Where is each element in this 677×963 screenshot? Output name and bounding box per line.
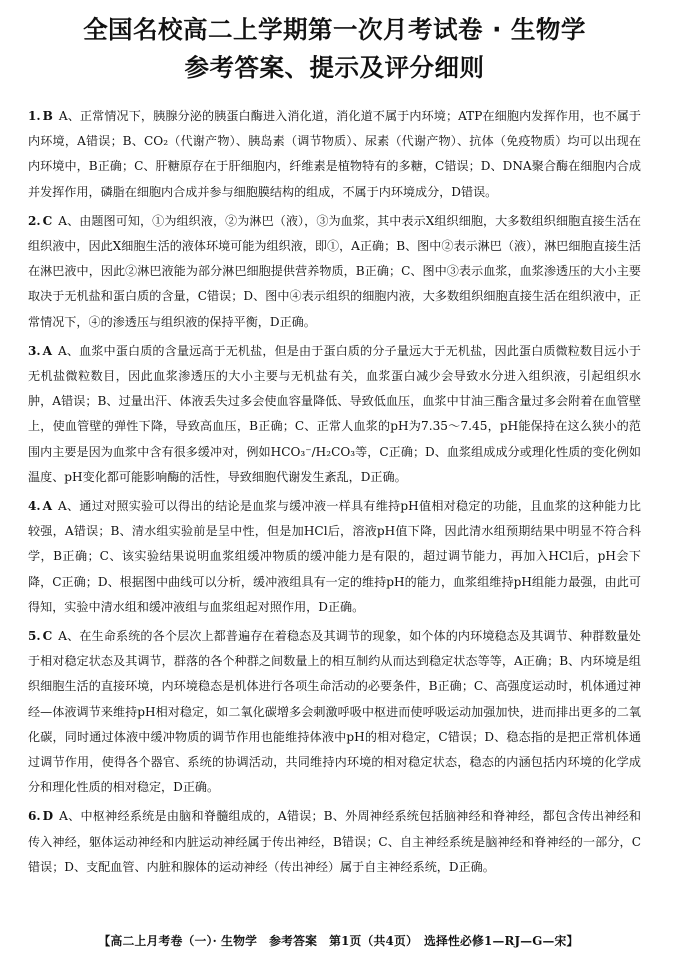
answer-item-6 — [28, 804, 641, 880]
answer-explanation: A、在生命系统的各个层次上都普遍存在着稳态及其调节的现象，如个体的内环境稳态及其调节、种群数量处于相对稳定状态及其调节，群落的各个种群之间数量上的相互制约从而达到稳定状态等等，A正确；B、内环境是组织细胞生活的直接环境，内环境稳态是机体进行各项生命活动的必要条件，B正确；C、高强度运动时，机体通过神经—体液调节来维持pH相对稳定，如二氧化碳增多会刺激呼吸中枢进而使呼吸运动加强加快，进而排出更多的二氧化碳，同时通过体液中缓冲物质的调节作用也能维持体液中pH的相对稳定，C错误；D、稳态指的是把正常机体通过调节作用，使得各个器官、系统的协调活动，共同维持内环境的相对稳定状态，稳态的内涵包括内环境的化学成分和理化性质的相对稳定，D正确。 — [28, 629, 641, 795]
answer-item-1 — [28, 104, 641, 205]
answer-number: 6. — [28, 809, 41, 824]
answer-number: 4. — [28, 499, 41, 514]
answer-number: 1. — [28, 109, 41, 123]
answer-explanation: A、由题图可知，①为组织液，②为淋巴（液），③为血浆，其中表示X组织细胞，大多数组织细胞直接生活在组织液中，因此X细胞生活的液体环境可能为组织液，即①，A正确；B、图中②表示淋巴（液），淋巴细胞直接生活在淋巴液中，因此②淋巴液能为部分淋巴细胞提供营养物质，B正确；C、图中③表示血浆，血浆渗透压的大小主要取决于无机盐和蛋白质的含量，C错误；D、图中④表示组织的细胞内液，大多数组织细胞直接生活在组织液中，正常情况下，④的渗透压与组织液的保持平衡，D正确。 — [28, 213, 641, 329]
answer-item-2 — [28, 209, 641, 335]
page-footer: 【高二上月考卷（一）· 生物学 参考答案 第1页（共4页） 选择性必修1—RJ—G—宋】 — [98, 934, 579, 948]
answer-explanation: A、通过对照实验可以得出的结论是血浆与缓冲液一样具有维持pH值相对稳定的功能，且血浆的这种能力比较强，A错误；B、清水组实验前是呈中性，但是加HCl后，溶液pH值下降，因此清水组预期结果中明显不符合科学，B正确；C、该实验结果说明血浆组缓冲物质的缓冲能力是有限的，超过调节能力，再加入HCl后，pH会下降，C正确；D、根据图中曲线可以分析，缓冲液组具有一定的维持pH的能力，血浆组维持pH组能力最强，由此可得知，实验中清水组和缓冲液组与血浆组起对照作用，D正确。 — [28, 499, 641, 614]
answer-key: D — [42, 809, 54, 824]
answer-key: A — [42, 343, 53, 358]
answer-item-4 — [28, 494, 641, 620]
answer-list — [28, 104, 641, 880]
answer-key: B — [42, 109, 53, 123]
page-title: 全国名校高二上学期第一次月考试卷 · 生物学 — [83, 15, 586, 44]
answer-explanation: A、中枢神经系统是由脑和脊髓组成的，A错误；B、外周神经系统包括脑神经和脊神经，都包含传出神经和传入神经，躯体运动神经和内脏运动神经属于传出神经，B错误；C、自主神经系统是脑神经和脊神经的一部分，C错误；D、支配血管、内脏和腺体的运动神经（传出神经）属于自主神经系统，D正确。 — [28, 809, 641, 874]
answer-item-3 — [28, 339, 641, 490]
answer-explanation: A、正常情况下，胰腺分泌的胰蛋白酶进入消化道，消化道不属于内环境；ATP在细胞内发挥作用，也不属于内环境，A错误；B、CO₂（代谢产物）、胰岛素（调节物质）、尿素（代谢产物）、抗体（免疫物质）均可以出现在内环境中，B正确；C、肝糖原存在于肝细胞内，纤维素是植物特有的多糖，C错误；D、DNA聚合酶在细胞内合成并发挥作用，磷脂在细胞内合成并参与细胞膜结构的组成，不属于内环境成分，D错误。 — [28, 109, 641, 199]
answer-explanation: A、血浆中蛋白质的含量远高于无机盐，但是由于蛋白质的分子量远大于无机盐，因此蛋白质微粒数目远小于无机盐微粒数目，因此血浆渗透压的大小主要与无机盐有关，血浆蛋白减少会导致水分进入组织液，引起组织水肿，A错误；B、过量出汗、体液丢失过多会使血容量降低、导致低血压，血浆中甘油三酯含量过多会附着在血管壁上，使血管壁的弹性下降，导致高血压，B正确；C、正常人血浆的pH为7.35～7.45，pH能保持在这么狭小的范围内主要是因为血浆中含有很多缓冲对，例如HCO₃⁻/H₂CO₃等，C正确；D、血浆组成成分或理化性质的变化例如温度、pH变化都可能影响酶的活性，导致细胞代谢发生紊乱，D正确。 — [28, 343, 641, 484]
answer-number: 2. — [28, 213, 41, 228]
answer-key: A — [42, 499, 53, 514]
answer-item-5 — [28, 624, 641, 800]
answer-number: 3. — [28, 343, 41, 358]
page-subtitle: 参考答案、提示及评分细则 — [184, 53, 485, 82]
answer-key: C — [42, 213, 53, 228]
answer-key: C — [42, 629, 53, 644]
answer-number: 5. — [28, 629, 41, 644]
